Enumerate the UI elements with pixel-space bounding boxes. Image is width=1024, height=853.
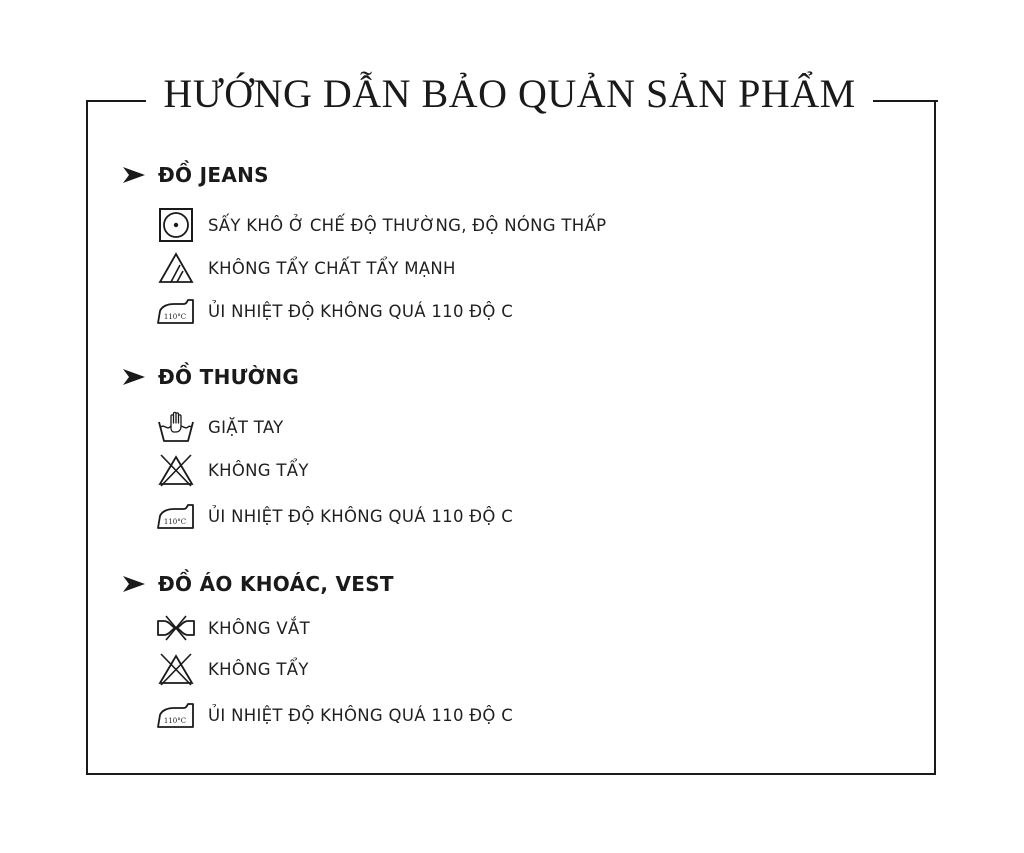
tumble-dry-low-icon xyxy=(156,208,196,242)
care-item-iron-110 xyxy=(156,293,513,329)
svg-text:110°C: 110°C xyxy=(163,518,187,526)
section-label: ĐỒ ÁO KHOÁC, VEST xyxy=(158,572,394,596)
arrow-right-icon xyxy=(122,368,146,386)
care-item-label: ỦI NHIỆT ĐỘ KHÔNG QUÁ 110 ĐỘ C xyxy=(208,705,514,725)
care-item-iron-110 xyxy=(156,697,513,733)
page-title: HƯỚNG DẪN BẢO QUẢN SẢN PHẨM xyxy=(163,71,856,116)
section-label: ĐỒ JEANS xyxy=(158,163,269,187)
frame-top-left-line xyxy=(86,100,146,102)
care-item-label: KHÔNG VẮT xyxy=(208,618,310,638)
care-item-label: SẤY KHÔ Ở CHẾ ĐỘ THƯỜNG, ĐỘ NÓNG THẤP xyxy=(208,215,607,235)
care-item-label: ỦI NHIỆT ĐỘ KHÔNG QUÁ 110 ĐỘ C xyxy=(208,506,514,526)
care-item-label: GIẶT TAY xyxy=(208,417,284,437)
iron-110c-icon xyxy=(156,499,196,533)
section-label: ĐỒ THƯỜNG xyxy=(158,365,300,389)
do-not-wring-icon xyxy=(156,611,196,645)
care-item-label: KHÔNG TẨY xyxy=(208,460,309,480)
care-item-do-not-bleach xyxy=(156,452,309,488)
care-item-do-not-wring xyxy=(156,610,310,646)
care-item-no-strong-bleach xyxy=(156,250,456,286)
arrow-right-icon xyxy=(122,575,146,593)
care-item-iron-110 xyxy=(156,498,513,534)
svg-text:110°C: 110°C xyxy=(163,717,187,725)
iron-110c-icon xyxy=(156,294,196,328)
no-strong-bleach-icon xyxy=(156,251,196,285)
care-item-label: KHÔNG TẨY CHẤT TẨY MẠNH xyxy=(208,258,456,278)
hand-wash-icon xyxy=(156,410,196,444)
section-heading-jeans xyxy=(122,160,269,190)
section-heading-jacket-vest xyxy=(122,569,394,599)
care-item-label: KHÔNG TẨY xyxy=(208,659,309,679)
care-item-tumble-dry xyxy=(156,207,606,243)
care-item-label: ỦI NHIỆT ĐỘ KHÔNG QUÁ 110 ĐỘ C xyxy=(208,301,514,321)
care-item-hand-wash xyxy=(156,409,284,445)
do-not-bleach-icon xyxy=(156,652,196,686)
svg-text:110°C: 110°C xyxy=(163,313,187,321)
section-heading-regular xyxy=(122,362,299,392)
arrow-right-icon xyxy=(122,166,146,184)
iron-110c-icon xyxy=(156,698,196,732)
care-item-do-not-bleach xyxy=(156,651,309,687)
frame-top-right-line xyxy=(873,100,938,102)
do-not-bleach-icon xyxy=(156,453,196,487)
